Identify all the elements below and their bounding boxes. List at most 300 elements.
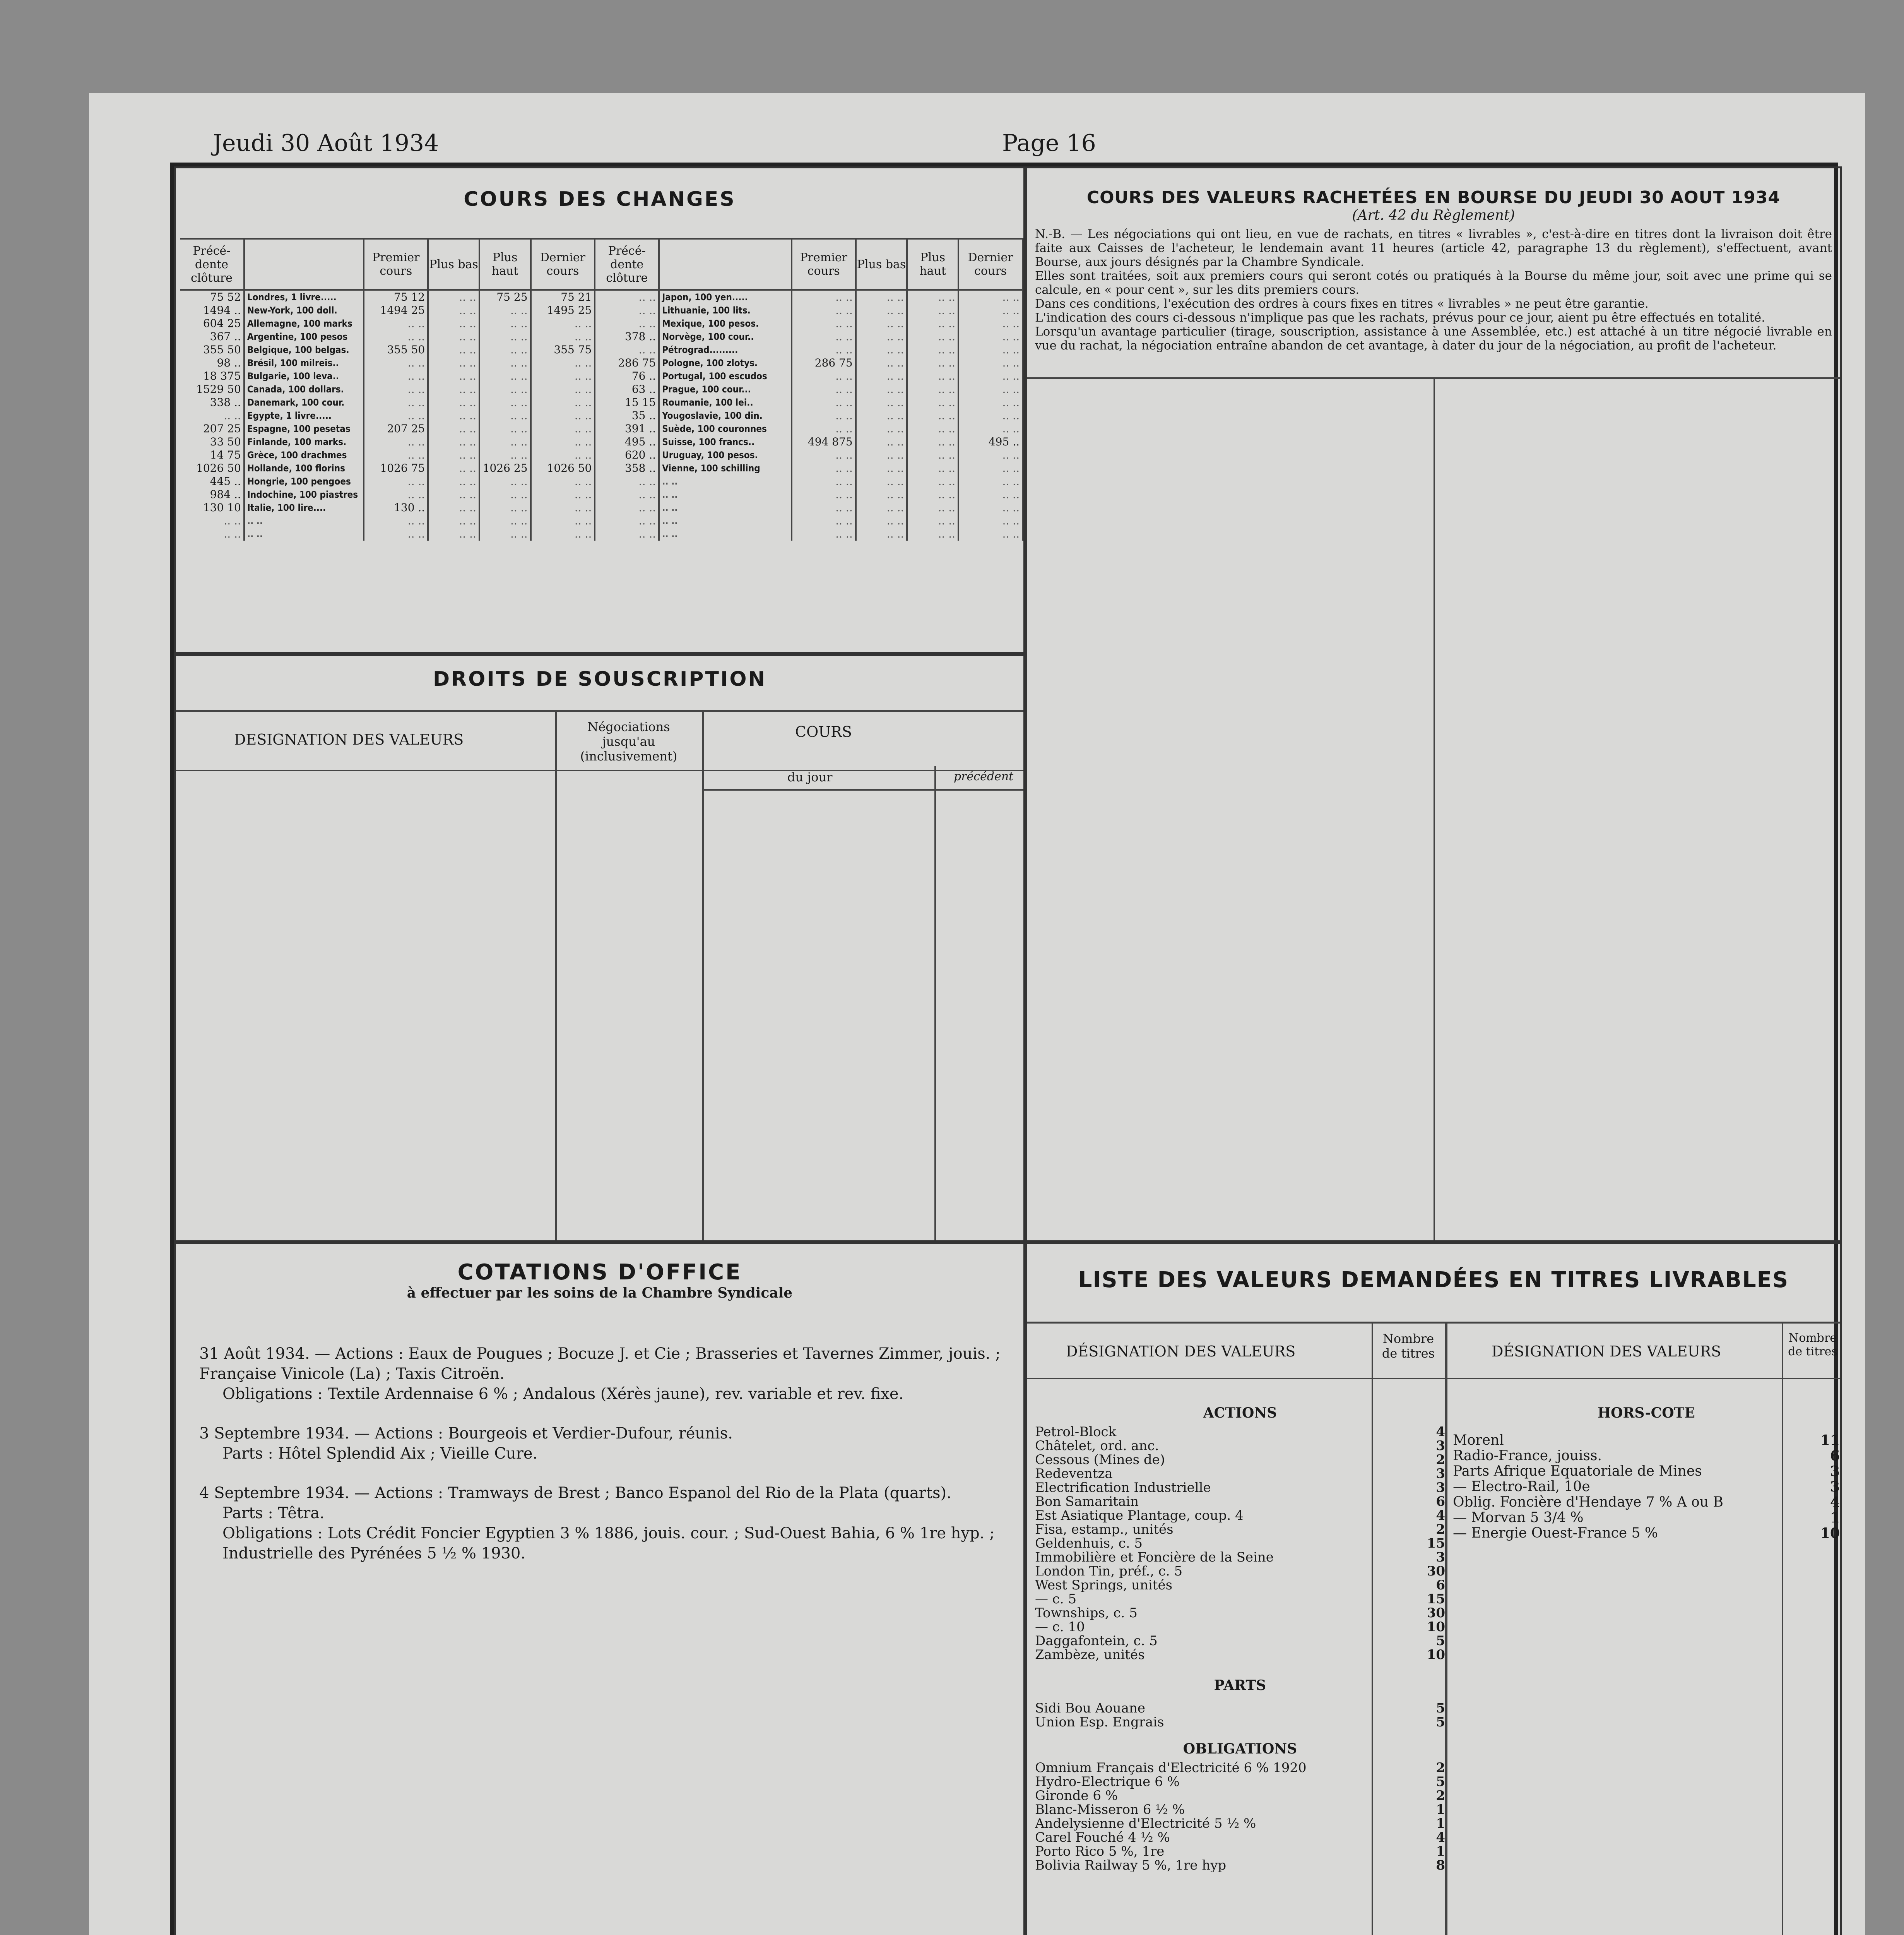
item-count: 1: [1830, 1510, 1840, 1526]
list-item: [1035, 1509, 1445, 1522]
list-item: [1035, 1761, 1445, 1775]
changes-cell: Uruguay, 100 pesos.: [659, 449, 792, 462]
changes-cell: .. ..: [856, 462, 907, 475]
changes-cell: .. ..: [364, 475, 428, 488]
item-name: Châtelet, ord. anc.: [1035, 1439, 1159, 1453]
list-item: [1035, 1620, 1445, 1634]
changes-row: [180, 317, 1023, 330]
list-item: [1035, 1439, 1445, 1453]
changes-cell: 14 75: [180, 449, 244, 462]
changes-cell: .. ..: [856, 488, 907, 501]
item-name: Union Esp. Engrais: [1035, 1715, 1164, 1729]
changes-cell: .. ..: [479, 343, 531, 356]
changes-cell: 75 21: [531, 290, 595, 304]
changes-cell: 391 ..: [595, 422, 659, 435]
changes-cell: Indochine, 100 piastres: [244, 488, 364, 501]
list-item: [1453, 1433, 1840, 1448]
livrables-obligations-label: OBLIGATIONS: [1183, 1741, 1297, 1757]
changes-cell: .. ..: [792, 475, 856, 488]
list-item: [1035, 1467, 1445, 1481]
page-frame: [170, 163, 1838, 1935]
changes-cell: .. ..: [428, 422, 479, 435]
changes-cell: 35 ..: [595, 409, 659, 422]
changes-cell: 207 25: [180, 422, 244, 435]
changes-cell: .. ..: [428, 449, 479, 462]
changes-cell: New-York, 100 doll.: [244, 304, 364, 317]
changes-cell: .. ..: [659, 475, 792, 488]
list-item: [1035, 1536, 1445, 1550]
changes-cell: .. ..: [856, 409, 907, 422]
changes-cell: 1529 50: [180, 383, 244, 396]
changes-cell: 33 50: [180, 435, 244, 449]
changes-cell: Belgique, 100 belgas.: [244, 343, 364, 356]
souscription-panel: [174, 654, 1025, 1242]
item-name: Oblig. Foncière d'Hendaye 7 % A ou B: [1453, 1495, 1723, 1510]
souscription-h3b: précédent: [954, 770, 1014, 783]
item-name: Fisa, estamp., unités: [1035, 1522, 1174, 1536]
changes-cell: .. ..: [856, 527, 907, 541]
changes-cell: 355 75: [531, 343, 595, 356]
item-name: Hydro-Electrique 6 %: [1035, 1775, 1180, 1789]
changes-cell: 18 375: [180, 370, 244, 383]
changes-cell: .. ..: [428, 370, 479, 383]
changes-cell: .. ..: [479, 501, 531, 514]
list-item: [1035, 1858, 1445, 1872]
changes-cell: .. ..: [531, 396, 595, 409]
changes-cell: .. ..: [428, 462, 479, 475]
changes-header-cell: Précé-dente clôture: [595, 240, 659, 290]
item-name: Cessous (Mines de): [1035, 1453, 1165, 1467]
item-name: Parts Afrique Equatoriale de Mines: [1453, 1464, 1702, 1479]
changes-cell: .. ..: [364, 409, 428, 422]
changes-cell: .. ..: [479, 449, 531, 462]
item-name: Omnium Français d'Electricité 6 % 1920: [1035, 1761, 1307, 1775]
changes-cell: 1026 50: [180, 462, 244, 475]
changes-cell: .. ..: [479, 383, 531, 396]
livrables-h1-left: DÉSIGNATION DES VALEURS: [1066, 1343, 1296, 1360]
changes-cell: 1494 25: [364, 304, 428, 317]
changes-cell: .. ..: [958, 370, 1023, 383]
changes-cell: .. ..: [856, 396, 907, 409]
changes-cell: .. ..: [907, 435, 958, 449]
list-item: [1035, 1425, 1445, 1439]
changes-cell: Prague, 100 cour...: [659, 383, 792, 396]
changes-cell: .. ..: [792, 370, 856, 383]
livrables-panel: [1025, 1242, 1842, 1935]
changes-cell: .. ..: [364, 514, 428, 527]
changes-cell: Japon, 100 yen.....: [659, 290, 792, 304]
office-p2: 3 Septembre 1934. — Actions : Bourgeois et Verdier-Dufour, réunis.: [199, 1425, 733, 1442]
changes-row: [180, 356, 1023, 370]
changes-row: [180, 514, 1023, 527]
newspaper-page: [89, 93, 1865, 1935]
livrables-h2-left: Nombre de titres: [1382, 1331, 1435, 1361]
item-name: Est Asiatique Plantage, coup. 4: [1035, 1509, 1244, 1522]
souscription-h1: DESIGNATION DES VALEURS: [234, 731, 464, 748]
changes-cell: .. ..: [428, 488, 479, 501]
item-count: 30: [1427, 1605, 1445, 1621]
changes-header-cell: Dernier cours: [958, 240, 1023, 290]
changes-cell: Pétrograd.........: [659, 343, 792, 356]
changes-cell: Egypte, 1 livre.....: [244, 409, 364, 422]
item-name: Redeventza: [1035, 1467, 1113, 1481]
changes-cell: .. ..: [907, 475, 958, 488]
changes-row: [180, 527, 1023, 541]
office-subtitle: à effectuer par les soins de la Chambre Syndicale: [407, 1285, 793, 1301]
changes-row: [180, 501, 1023, 514]
item-name: Morenl: [1453, 1433, 1504, 1448]
changes-row: [180, 409, 1023, 422]
changes-cell: .. ..: [856, 422, 907, 435]
item-count: 6: [1830, 1448, 1840, 1464]
changes-cell: .. ..: [428, 383, 479, 396]
changes-cell: .. ..: [792, 501, 856, 514]
changes-cell: .. ..: [244, 527, 364, 541]
changes-cell: .. ..: [479, 356, 531, 370]
changes-header-cell: Dernier cours: [531, 240, 595, 290]
item-name: Carel Fouché 4 ½ %: [1035, 1831, 1170, 1844]
changes-cell: .. ..: [856, 317, 907, 330]
changes-row: [180, 396, 1023, 409]
changes-cell: Vienne, 100 schilling: [659, 462, 792, 475]
changes-cell: .. ..: [595, 514, 659, 527]
changes-cell: 286 75: [792, 356, 856, 370]
changes-cell: .. ..: [531, 435, 595, 449]
item-count: 10: [1820, 1525, 1840, 1541]
changes-cell: 378 ..: [595, 330, 659, 343]
souscription-h3: COURS: [795, 723, 852, 740]
changes-cell: Mexique, 100 pesos.: [659, 317, 792, 330]
changes-cell: .. ..: [364, 330, 428, 343]
changes-cell: .. ..: [856, 330, 907, 343]
changes-cell: .. ..: [958, 304, 1023, 317]
changes-cell: .. ..: [595, 290, 659, 304]
item-count: 2: [1436, 1452, 1445, 1468]
changes-cell: .. ..: [428, 343, 479, 356]
changes-title: COURS DES CHANGES: [464, 188, 736, 211]
changes-row: [180, 290, 1023, 304]
changes-cell: .. ..: [856, 356, 907, 370]
item-count: 6: [1436, 1577, 1445, 1593]
item-name: Andelysienne d'Electricité 5 ½ %: [1035, 1817, 1256, 1831]
changes-cell: .. ..: [428, 396, 479, 409]
changes-cell: .. ..: [364, 317, 428, 330]
list-item: [1035, 1715, 1445, 1729]
changes-cell: .. ..: [856, 501, 907, 514]
changes-cell: .. ..: [792, 422, 856, 435]
item-count: 4: [1830, 1494, 1840, 1510]
livrables-left-list: [1035, 1397, 1445, 1872]
list-item: [1035, 1831, 1445, 1844]
item-count: 10: [1427, 1619, 1445, 1635]
changes-cell: 494 875: [792, 435, 856, 449]
changes-header-cell: Plus bas: [856, 240, 907, 290]
item-name: Geldenhuis, c. 5: [1035, 1536, 1143, 1550]
changes-cell: .. ..: [479, 409, 531, 422]
changes-cell: .. ..: [659, 527, 792, 541]
changes-cell: .. ..: [595, 527, 659, 541]
changes-table: [180, 238, 1023, 650]
list-item: [1035, 1481, 1445, 1495]
changes-cell: 984 ..: [180, 488, 244, 501]
item-count: 2: [1436, 1760, 1445, 1776]
list-item: [1035, 1606, 1445, 1620]
list-item: [1453, 1479, 1840, 1495]
list-item: [1453, 1495, 1840, 1510]
changes-cell: 207 25: [364, 422, 428, 435]
changes-cell: .. ..: [792, 514, 856, 527]
changes-cell: Danemark, 100 cour.: [244, 396, 364, 409]
souscription-title: DROITS DE SOUSCRIPTION: [433, 668, 767, 691]
item-name: Bon Samaritain: [1035, 1495, 1139, 1509]
list-item: [1035, 1775, 1445, 1789]
changes-cell: .. ..: [531, 409, 595, 422]
changes-cell: .. ..: [792, 290, 856, 304]
changes-cell: .. ..: [907, 488, 958, 501]
item-name: — c. 5: [1035, 1592, 1077, 1606]
livrables-table: [1027, 1322, 1840, 1935]
item-name: Porto Rico 5 %, 1re: [1035, 1844, 1165, 1858]
item-name: Radio-France, jouiss.: [1453, 1448, 1602, 1464]
changes-cell: .. ..: [907, 527, 958, 541]
changes-cell: .. ..: [479, 514, 531, 527]
list-item: [1035, 1844, 1445, 1858]
changes-cell: .. ..: [479, 527, 531, 541]
item-count: 8: [1436, 1858, 1445, 1873]
office-p2b: Parts : Hôtel Splendid Aix ; Vieille Cure.: [222, 1445, 538, 1462]
changes-cell: .. ..: [479, 396, 531, 409]
item-count: 5: [1436, 1714, 1445, 1730]
livrables-parts-label: PARTS: [1214, 1677, 1266, 1694]
changes-cell: .. ..: [907, 449, 958, 462]
item-count: 3: [1830, 1463, 1840, 1480]
changes-cell: 75 25: [479, 290, 531, 304]
changes-cell: .. ..: [659, 514, 792, 527]
item-name: Bolivia Railway 5 %, 1re hyp: [1035, 1858, 1227, 1872]
item-count: 1: [1436, 1816, 1445, 1831]
list-item: [1035, 1495, 1445, 1509]
changes-cell: .. ..: [428, 330, 479, 343]
changes-cell: .. ..: [479, 304, 531, 317]
changes-cell: 1026 50: [531, 462, 595, 475]
changes-cell: 130 10: [180, 501, 244, 514]
changes-cell: .. ..: [958, 290, 1023, 304]
item-count: 5: [1436, 1633, 1445, 1649]
changes-cell: Hollande, 100 florins: [244, 462, 364, 475]
changes-cell: .. ..: [907, 356, 958, 370]
item-name: Electrification Industrielle: [1035, 1481, 1211, 1495]
changes-cell: Argentine, 100 pesos: [244, 330, 364, 343]
item-count: 2: [1436, 1788, 1445, 1803]
item-name: London Tin, préf., c. 5: [1035, 1564, 1183, 1578]
changes-cell: .. ..: [856, 383, 907, 396]
changes-cell: Norvège, 100 cour..: [659, 330, 792, 343]
item-count: 15: [1427, 1591, 1445, 1607]
changes-cell: 130 ..: [364, 501, 428, 514]
changes-cell: 620 ..: [595, 449, 659, 462]
list-item: [1035, 1592, 1445, 1606]
changes-cell: .. ..: [244, 514, 364, 527]
changes-header-cell: Précé-dente clôture: [180, 240, 244, 290]
changes-cell: .. ..: [792, 462, 856, 475]
changes-row: [180, 462, 1023, 475]
changes-cell: .. ..: [792, 383, 856, 396]
item-count: 5: [1436, 1774, 1445, 1789]
changes-cell: .. ..: [958, 501, 1023, 514]
changes-cell: .. ..: [595, 501, 659, 514]
changes-cell: .. ..: [792, 304, 856, 317]
changes-cell: Finlande, 100 marks.: [244, 435, 364, 449]
changes-cell: .. ..: [907, 422, 958, 435]
changes-cell: 355 50: [364, 343, 428, 356]
changes-cell: Lithuanie, 100 lits.: [659, 304, 792, 317]
changes-cell: 604 25: [180, 317, 244, 330]
changes-cell: 75 12: [364, 290, 428, 304]
changes-grid: [180, 240, 1023, 541]
changes-cell: .. ..: [479, 370, 531, 383]
changes-cell: .. ..: [856, 370, 907, 383]
changes-cell: 75 52: [180, 290, 244, 304]
changes-header-cell: Premier cours: [792, 240, 856, 290]
changes-cell: Hongrie, 100 pengoes: [244, 475, 364, 488]
item-count: 4: [1436, 1830, 1445, 1845]
list-item: [1035, 1803, 1445, 1817]
livrables-horscote-label: HORS-COTE: [1598, 1405, 1695, 1421]
changes-cell: .. ..: [364, 396, 428, 409]
souscription-table: [176, 710, 1023, 1240]
changes-cell: Brésil, 100 milreis..: [244, 356, 364, 370]
office-body: [176, 1301, 1023, 1563]
changes-cell: .. ..: [907, 501, 958, 514]
list-item: [1453, 1448, 1840, 1464]
changes-cell: .. ..: [428, 317, 479, 330]
changes-cell: Bulgarie, 100 leva..: [244, 370, 364, 383]
changes-cell: 63 ..: [595, 383, 659, 396]
changes-cell: .. ..: [792, 449, 856, 462]
changes-cell: Espagne, 100 pesetas: [244, 422, 364, 435]
changes-cell: .. ..: [958, 343, 1023, 356]
changes-cell: .. ..: [856, 475, 907, 488]
changes-cell: .. ..: [364, 449, 428, 462]
changes-cell: .. ..: [531, 488, 595, 501]
changes-cell: .. ..: [428, 356, 479, 370]
changes-cell: 338 ..: [180, 396, 244, 409]
item-count: 2: [1436, 1522, 1445, 1537]
changes-cell: .. ..: [958, 514, 1023, 527]
changes-cell: .. ..: [531, 449, 595, 462]
changes-cell: .. ..: [659, 488, 792, 501]
changes-cell: .. ..: [958, 383, 1023, 396]
item-count: 10: [1427, 1647, 1445, 1663]
changes-cell: .. ..: [180, 527, 244, 541]
changes-header-cell: Premier cours: [364, 240, 428, 290]
list-item: [1035, 1578, 1445, 1592]
changes-cell: 367 ..: [180, 330, 244, 343]
changes-cell: .. ..: [479, 488, 531, 501]
changes-cell: .. ..: [856, 435, 907, 449]
changes-cell: .. ..: [907, 396, 958, 409]
changes-cell: .. ..: [659, 501, 792, 514]
changes-cell: 358 ..: [595, 462, 659, 475]
item-count: 6: [1436, 1494, 1445, 1509]
changes-cell: .. ..: [595, 317, 659, 330]
changes-panel: [174, 166, 1025, 654]
changes-cell: .. ..: [428, 514, 479, 527]
changes-cell: .. ..: [364, 488, 428, 501]
rachetees-subtitle: (Art. 42 du Règlement): [1352, 207, 1515, 223]
changes-cell: 15 15: [595, 396, 659, 409]
changes-cell: .. ..: [479, 330, 531, 343]
changes-cell: .. ..: [531, 514, 595, 527]
list-item: [1035, 1564, 1445, 1578]
list-item: [1453, 1510, 1840, 1526]
changes-cell: .. ..: [907, 514, 958, 527]
changes-cell: Londres, 1 livre.....: [244, 290, 364, 304]
changes-cell: .. ..: [958, 317, 1023, 330]
changes-cell: .. ..: [958, 396, 1023, 409]
changes-cell: .. ..: [907, 317, 958, 330]
livrables-actions-label: ACTIONS: [1203, 1405, 1277, 1421]
changes-header-cell: [659, 240, 792, 290]
livrables-h2-right: Nombre de titres: [1788, 1331, 1837, 1358]
changes-cell: 1026 25: [479, 462, 531, 475]
rachetees-note: N.-B. — Les négociations qui ont lieu, en vue de rachats, en titres « livrables », c'est-à-dire en titres dont la livraison doit être faite aux Caisses de l'acheteur, le lendemain avant 11 heures (article 42, paragraphe 13 du règlement), s'effectuent, avant Bourse, aux jours désignés par la Chambre Syndicale. Elles sont traitées, soit aux premiers cours qui seront cotés ou pratiqués à la Bourse du même jour, soit avec une prime qui se calcule, en « pour cent », sur les dits premiers cours. Dans ces conditions, l'exécution des ordres à cours fixes en titres « livrables » ne peut être garantie. L'indication des cours ci-dessous n'implique pas que les rachats, prévus pour ce jour, aient pu être effectués en totalité. Lorsqu'un avantage particulier (tirage, souscription, assistance à une Assemblée, etc.) est attaché à un titre négocié livrable en vue du rachat, la négociation entraîne abandon de cet avantage, à dater du jour de la négociation, au profit de l'acheteur.: [1035, 227, 1832, 353]
changes-cell: .. ..: [856, 304, 907, 317]
item-name: — Energie Ouest-France 5 %: [1453, 1526, 1658, 1541]
rachetees-panel: [1025, 166, 1842, 1242]
changes-cell: .. ..: [907, 383, 958, 396]
livrables-h1-right: DÉSIGNATION DES VALEURS: [1492, 1343, 1721, 1360]
office-title: COTATIONS D'OFFICE: [457, 1260, 742, 1285]
changes-cell: .. ..: [792, 396, 856, 409]
changes-cell: .. ..: [792, 317, 856, 330]
changes-cell: 1495 25: [531, 304, 595, 317]
changes-cell: .. ..: [531, 527, 595, 541]
changes-cell: .. ..: [364, 370, 428, 383]
changes-cell: .. ..: [907, 304, 958, 317]
list-item: [1453, 1526, 1840, 1541]
changes-cell: .. ..: [856, 449, 907, 462]
changes-cell: .. ..: [364, 383, 428, 396]
item-name: — Electro-Rail, 10e: [1453, 1479, 1590, 1495]
changes-header-cell: Plus haut: [479, 240, 531, 290]
changes-cell: .. ..: [856, 514, 907, 527]
changes-cell: .. ..: [856, 290, 907, 304]
changes-cell: Suède, 100 couronnes: [659, 422, 792, 435]
changes-cell: .. ..: [531, 383, 595, 396]
list-item: [1035, 1550, 1445, 1564]
office-p1: 31 Août 1934. — Actions : Eaux de Pougues ; Bocuze J. et Cie ; Brasseries et Tavernes Zimmer, jouis. ; Française Vinicole (La) ; Taxis Citroën.: [199, 1345, 1001, 1383]
changes-cell: .. ..: [531, 330, 595, 343]
changes-cell: 286 75: [595, 356, 659, 370]
changes-row: [180, 343, 1023, 356]
changes-cell: Pologne, 100 zlotys.: [659, 356, 792, 370]
changes-cell: Suisse, 100 francs..: [659, 435, 792, 449]
changes-cell: .. ..: [595, 304, 659, 317]
list-item: [1453, 1464, 1840, 1479]
list-item: [1035, 1701, 1445, 1715]
changes-cell: .. ..: [428, 304, 479, 317]
item-name: — c. 10: [1035, 1620, 1085, 1634]
changes-cell: .. ..: [479, 435, 531, 449]
changes-cell: .. ..: [958, 422, 1023, 435]
changes-cell: .. ..: [595, 343, 659, 356]
changes-cell: 445 ..: [180, 475, 244, 488]
changes-cell: 1026 75: [364, 462, 428, 475]
changes-row: [180, 383, 1023, 396]
list-item: [1035, 1648, 1445, 1662]
list-item: [1035, 1634, 1445, 1648]
